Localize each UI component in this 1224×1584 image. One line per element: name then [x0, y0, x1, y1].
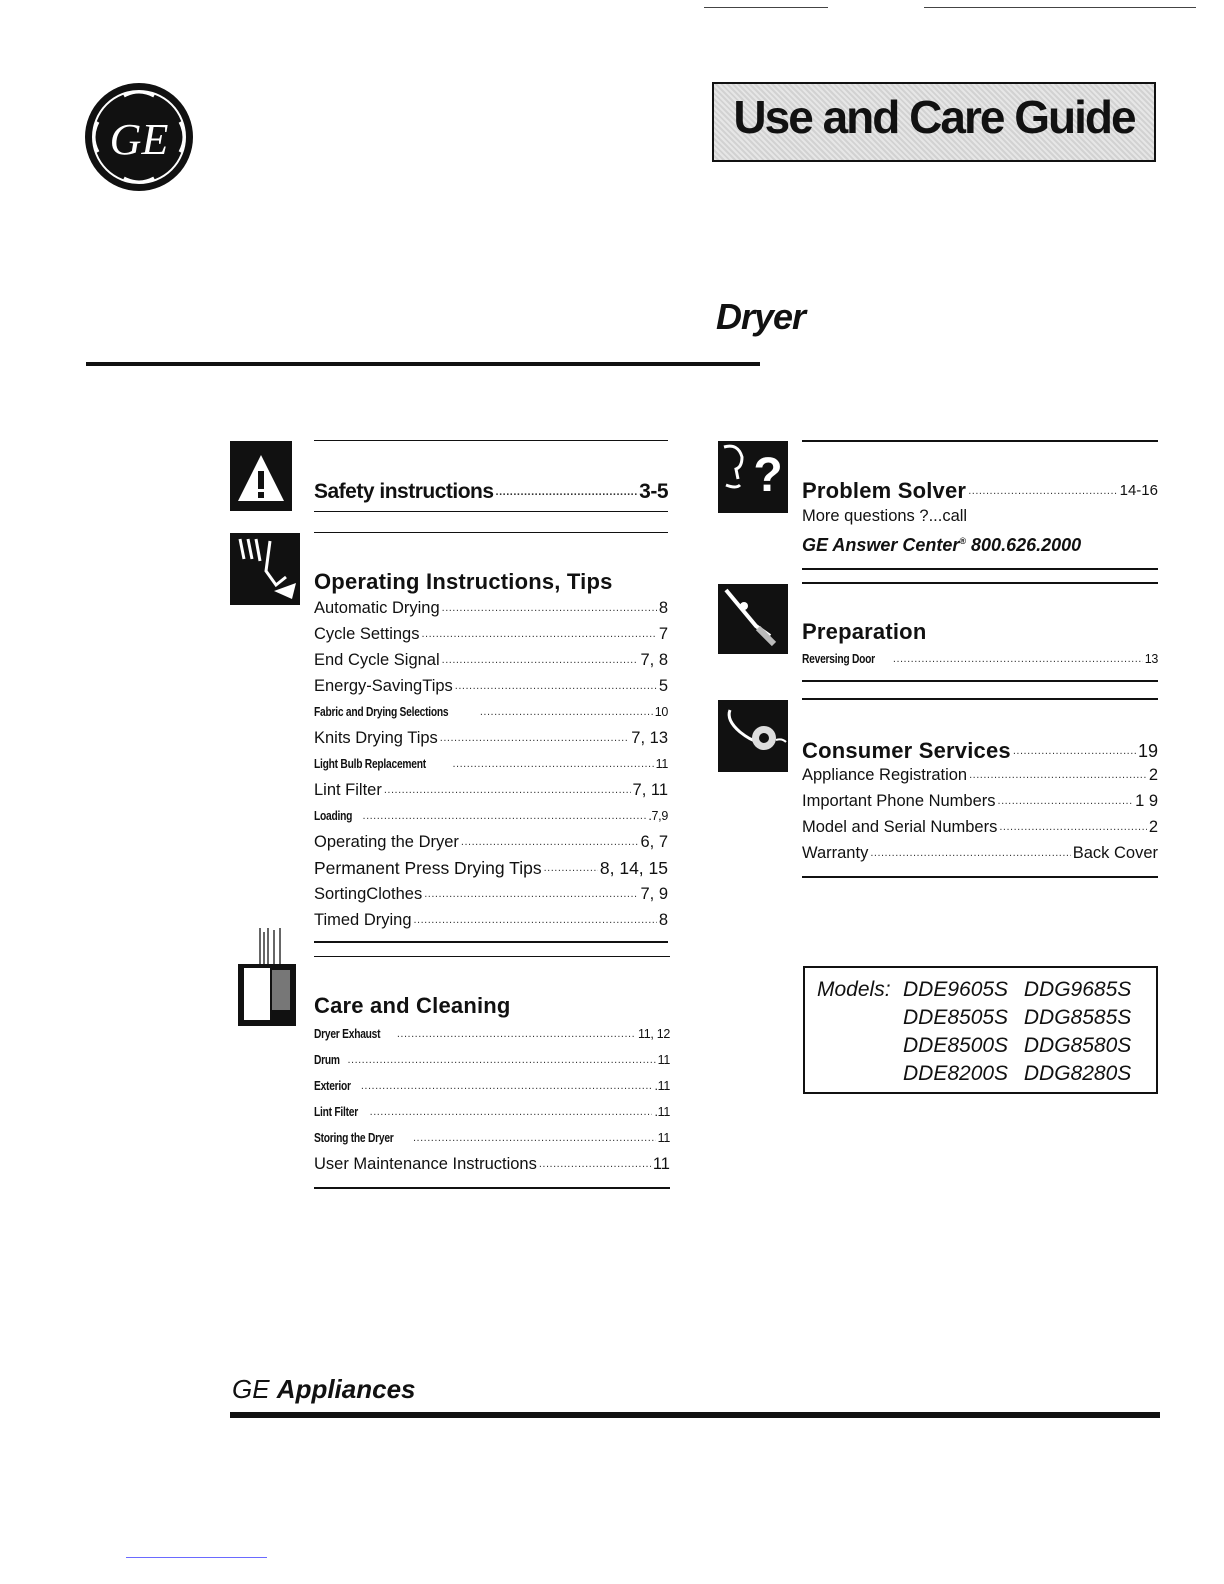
care-heading: Care and Cleaning	[314, 993, 511, 1018]
divider	[314, 1187, 670, 1189]
guide-title-box	[712, 82, 1156, 162]
toc-entry[interactable]: Lint Filter ..... 7, 11	[314, 777, 668, 803]
toc-entry[interactable]: Lint Filter ..... .11	[314, 1099, 670, 1125]
operating-list	[314, 595, 668, 933]
toc-entry[interactable]: End Cycle Signal ..... 7, 8	[314, 647, 668, 673]
problem-line1: More questions ?...call	[802, 507, 968, 525]
care-list	[314, 1021, 670, 1177]
divider	[802, 876, 1158, 878]
warning-icon	[230, 441, 292, 511]
toc-entry[interactable]: Loading ..... .7,9	[314, 803, 668, 829]
models-box	[803, 966, 1158, 1094]
toc-entry[interactable]: Model and Serial Numbers ..... 2	[802, 814, 1158, 840]
toc-entry[interactable]: Light Bulb Replacement ..... 11	[314, 751, 668, 777]
model-row: DDE8200S DDG8280S	[903, 1062, 1132, 1085]
top-rule-left	[704, 7, 828, 8]
operating-heading: Operating Instructions, Tips	[314, 569, 613, 594]
top-rule-right	[924, 7, 1196, 8]
divider	[314, 440, 668, 441]
product-name: Dryer	[716, 296, 806, 337]
preparation-section	[802, 582, 1158, 682]
divider	[314, 532, 668, 533]
telephone-icon	[718, 700, 788, 772]
toc-entry[interactable]: Knits Drying Tips ..... 7, 13	[314, 725, 668, 751]
screwdriver-icon	[718, 584, 788, 654]
divider	[314, 941, 668, 943]
hand-pressing-icon	[230, 533, 300, 605]
toc-entry-safety[interactable]: Safety instructions ..... 3-5	[314, 477, 668, 505]
toc-entry[interactable]: Appliance Registration ..... 2	[802, 762, 1158, 788]
toc-entry[interactable]: SortingClothes ..... 7, 9	[314, 881, 668, 907]
toc-entry[interactable]: Timed Drying ..... 8	[314, 907, 668, 933]
toc-entry[interactable]: Dryer Exhaust ..... 11, 12	[314, 1021, 670, 1047]
toc-entry-problem[interactable]: Problem Solver ..... 14-16	[802, 476, 1158, 504]
toc-entry[interactable]: Permanent Press Drying Tips ..... 8, 14, 15	[314, 855, 668, 881]
toc-entry-consumer[interactable]: Consumer Services ..... 19	[802, 736, 1158, 764]
toc-entry[interactable]: Warranty ..... Back Cover	[802, 840, 1158, 866]
toc-entry[interactable]: User Maintenance Instructions ..... 11	[314, 1151, 670, 1177]
svg-text:?: ?	[753, 449, 783, 502]
toc-entry[interactable]: Exterior ..... .11	[314, 1073, 670, 1099]
preparation-heading: Preparation	[802, 619, 927, 644]
operating-section	[314, 532, 668, 943]
guide-title: Use and Care Guide	[733, 91, 1135, 143]
header-rule	[86, 362, 760, 366]
toc-entry[interactable]: Cycle Settings ..... 7	[314, 621, 668, 647]
model-row: DDE9605S DDG9685S	[903, 978, 1132, 1001]
care-section	[314, 956, 670, 1189]
toc-entry[interactable]: Operating the Dryer ..... 6, 7	[314, 829, 668, 855]
toc-entry[interactable]: Energy-SavingTips ..... 5	[314, 673, 668, 699]
consumer-list	[802, 762, 1158, 866]
divider	[802, 568, 1158, 570]
toc-entry[interactable]: Storing the Dryer ..... 11	[314, 1125, 670, 1151]
answer-center-line[interactable]: GE Answer Center® 800.626.2000	[802, 535, 1082, 555]
cleaning-bucket-icon	[236, 928, 298, 1028]
divider	[802, 680, 1158, 682]
footer-rule	[230, 1412, 1160, 1418]
consumer-section	[802, 698, 1158, 878]
safety-section	[314, 440, 668, 512]
svg-text:GE: GE	[109, 115, 169, 164]
divider	[802, 698, 1158, 700]
models-label: Models:	[817, 978, 891, 1001]
toc-entry[interactable]: Drum ..... 11	[314, 1047, 670, 1073]
question-face-icon	[718, 441, 788, 513]
problem-section	[802, 440, 1158, 570]
divider	[314, 511, 668, 512]
page-edge-mark	[126, 1557, 267, 1558]
toc-entry[interactable]: Reversing Door ..... 13	[802, 646, 1158, 672]
model-row: DDE8505S DDG8585S	[903, 1006, 1132, 1029]
toc-entry[interactable]: Important Phone Numbers ..... 1 9	[802, 788, 1158, 814]
model-row: DDE8500S DDG8580S	[903, 1034, 1132, 1057]
divider	[802, 582, 1158, 584]
toc-entry[interactable]: Automatic Drying ..... 8	[314, 595, 668, 621]
divider	[802, 440, 1158, 442]
divider	[314, 956, 670, 957]
footer-brand: GE Appliances	[232, 1374, 416, 1404]
toc-entry[interactable]: Fabric and Drying Selections ..... 10	[314, 699, 668, 725]
ge-logo	[84, 82, 194, 192]
